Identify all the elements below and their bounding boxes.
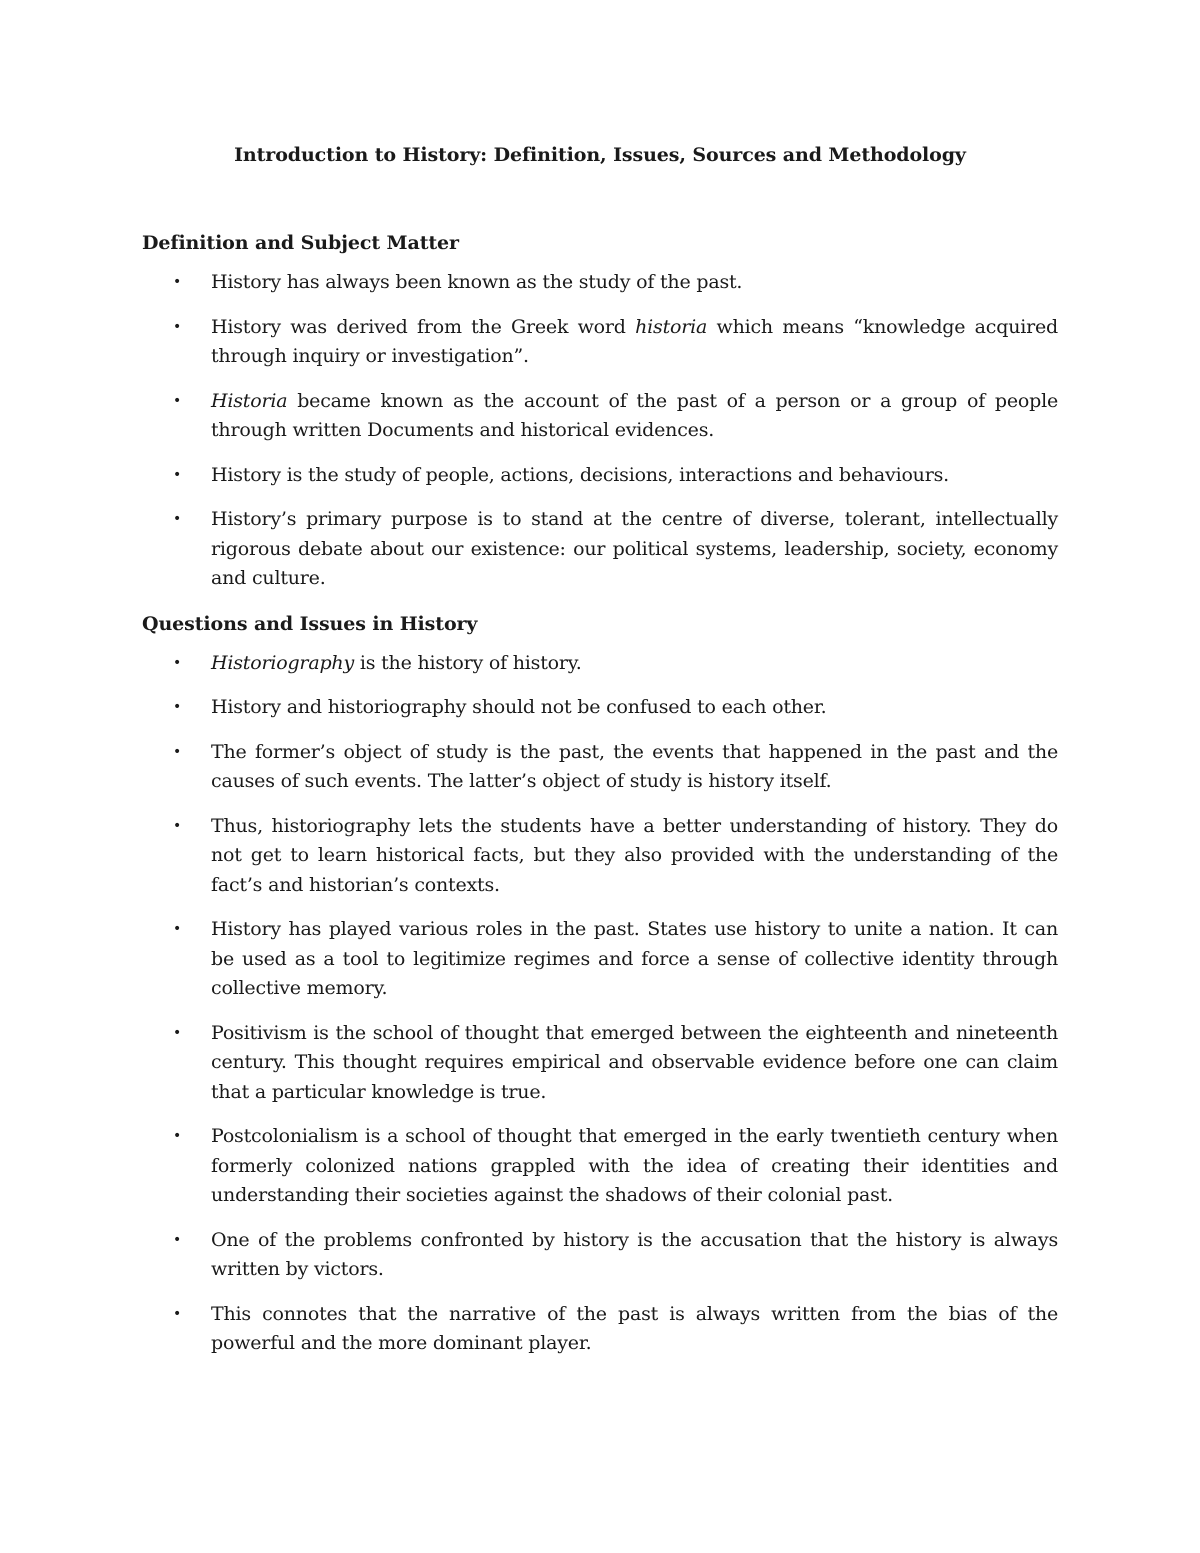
definition-bullet-list [142,268,1058,594]
bullet-icon: • [173,654,182,671]
list-item [142,812,1058,901]
item-text-continued: is the history of history. [353,651,582,674]
list-item [142,1300,1058,1359]
list-item [142,693,1058,723]
bullet-icon: • [173,1128,182,1144]
document-page [142,140,1058,1374]
list-item [142,505,1058,594]
list-item [142,915,1058,1004]
document-title: Introduction to History: Definition, Issues, Sources and Methodology [234,144,966,166]
item-text-continued: became known as the account of the past of a person or a group of people through written Documents and historical evidences. [211,389,1058,441]
item-emphasis: Historia [211,389,288,412]
list-item [142,387,1058,446]
bullet-icon: • [173,743,182,760]
item-text: History’s primary purpose is to stand at the centre of diverse, tolerant, intellectually rigorous debate about our existence: our political systems, leadership, society, economy and culture. [211,508,1058,589]
bullet-icon: • [173,1024,182,1041]
list-item [142,268,1058,298]
list-item [142,738,1058,797]
item-text: History is the study of people, actions, decisions, interactions and behaviours. [211,463,949,486]
item-text: History was derived from the Greek word [211,315,636,338]
item-text: Positivism is the school of thought that emerged between the eighteenth and nineteenth century. This thought requires empirical and observable evidence before one can claim that a particular knowledge is true. [211,1021,1058,1103]
item-text-continued: which means “knowledge acquired through inquiry or investigation”. [211,315,1058,367]
bullet-icon: • [173,699,182,715]
list-item [142,649,1058,679]
list-item [142,461,1058,491]
list-item [142,1122,1058,1211]
section-heading-definition: Definition and Subject Matter [142,232,459,254]
bullet-icon: • [173,1305,182,1322]
bullet-icon: • [173,817,182,834]
item-text: History has played various roles in the past. States use history to unite a nation. It can be used as a tool to legitimize regimes and force a sense of collective identity through collective memory. [211,918,1058,999]
issues-bullet-list [142,649,1058,1359]
item-text: History and historiography should not be confused to each other. [211,696,827,718]
item-text: One of the problems confronted by history is the accusation that the history is always written by victors. [211,1228,1058,1280]
list-item [142,1226,1058,1285]
list-item [142,1019,1058,1108]
item-emphasis: Historiography [211,651,354,674]
bullet-icon: • [173,921,182,937]
item-text: Postcolonialism is a school of thought that emerged in the early twentieth century when formerly colonized nations grappled with the idea of creating their identities and understanding their societies against the shadows of their colonial past. [211,1125,1058,1206]
bullet-icon: • [173,392,182,409]
bullet-icon: • [173,1231,182,1248]
section-heading-questions-issues: Questions and Issues in History [142,612,478,635]
bullet-icon: • [173,511,182,527]
item-text: Thus, historiography lets the students have a better understanding of history. They do not get to learn historical facts, but they also provided with the understanding of the fact’s and historian’s contexts. [211,814,1058,896]
bullet-icon: • [173,318,182,335]
item-text: The former’s object of study is the past, the events that happened in the past and the causes of such events. The latter’s object of study is history itself. [211,740,1058,792]
list-item [142,313,1058,372]
item-emphasis: historia [635,315,708,338]
item-text: This connotes that the narrative of the past is always written from the bias of the powerful and the more dominant player. [211,1302,1058,1354]
bullet-icon: • [173,466,182,483]
bullet-icon: • [173,274,182,290]
item-text: History has always been known as the study of the past. [211,271,743,293]
